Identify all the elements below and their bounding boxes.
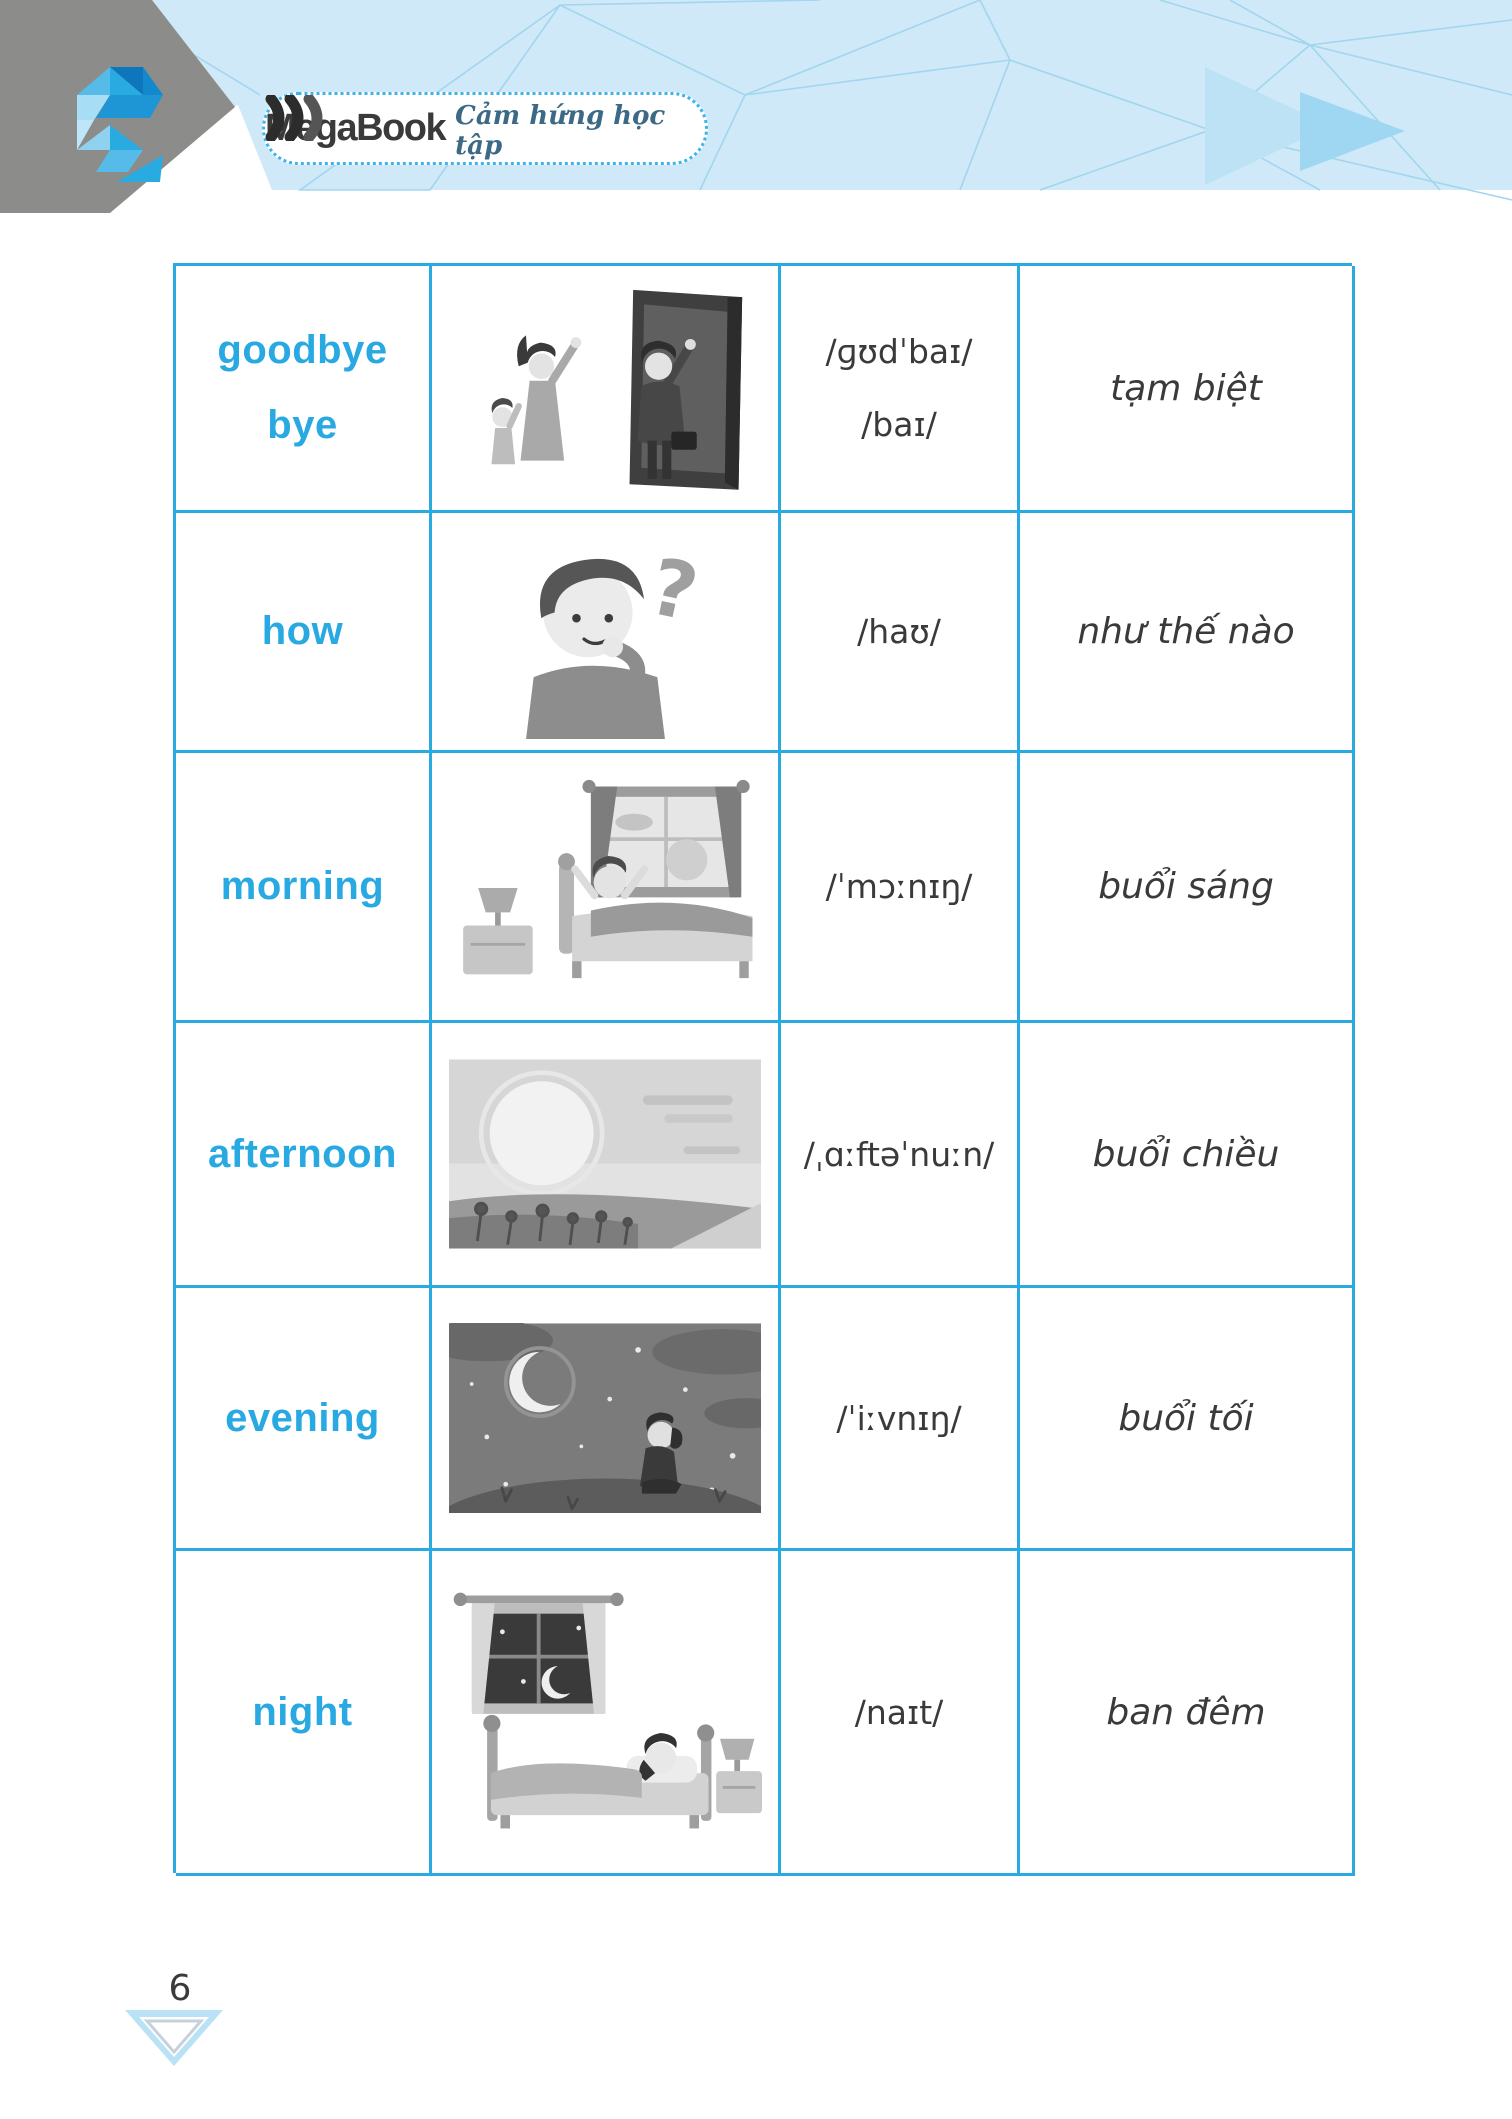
vocabulary-table <box>173 263 1352 1873</box>
brand-name: MegaBook <box>265 107 446 149</box>
illustration-cell <box>432 1023 781 1288</box>
word-cell <box>176 513 432 753</box>
girl-sleeping-illustration <box>445 1586 765 1838</box>
family-waving-goodbye-illustration <box>455 279 755 497</box>
word-cell <box>176 1023 432 1288</box>
word-cell <box>176 266 432 513</box>
illustration-cell <box>432 1551 781 1876</box>
ipa-text: /baɪ/ <box>861 405 937 444</box>
ipa-text: /ɡʊdˈbaɪ/ <box>825 332 973 371</box>
page-number: 6 <box>168 1968 192 2009</box>
word-cell <box>176 1288 432 1551</box>
meaning-text: ban đêm <box>1106 1691 1266 1733</box>
ipa-cell <box>781 1288 1020 1551</box>
word-cell <box>176 753 432 1023</box>
boy-waking-up-illustration <box>450 777 760 997</box>
triple-chevron-icon <box>265 95 327 141</box>
meaning-text: tạm biệt <box>1110 367 1262 409</box>
meaning-text: buổi chiều <box>1092 1133 1280 1175</box>
ipa-text: /ˈmɔːnɪŋ/ <box>825 867 973 906</box>
meaning-cell <box>1020 1288 1355 1551</box>
word-label: bye <box>267 403 338 447</box>
meaning-cell <box>1020 1551 1355 1876</box>
word-label: morning <box>220 864 385 908</box>
svg-text:?: ? <box>642 541 706 639</box>
illustration-cell <box>432 1288 781 1551</box>
meaning-text: buổi tối <box>1118 1397 1254 1439</box>
meaning-cell <box>1020 1023 1355 1288</box>
ipa-cell <box>781 266 1020 513</box>
evening-moon-illustration <box>449 1323 761 1513</box>
meaning-text: như thế nào <box>1077 611 1295 652</box>
word-label: evening <box>225 1395 380 1440</box>
afternoon-landscape-illustration <box>449 1059 761 1249</box>
ipa-text: /ˈiːvnɪŋ/ <box>836 1398 962 1438</box>
meaning-text: buổi sáng <box>1098 866 1274 907</box>
illustration-cell <box>432 753 781 1023</box>
word-label: goodbye <box>217 328 388 372</box>
word-label: how <box>261 609 344 653</box>
boy-thinking-illustration <box>480 525 730 739</box>
brand-tagline: Cảm hứng học tập <box>455 100 666 161</box>
meaning-cell <box>1020 753 1355 1023</box>
ipa-text: /haʊ/ <box>857 612 941 651</box>
word-cell <box>176 1551 432 1876</box>
ipa-cell <box>781 1551 1020 1876</box>
illustration-cell <box>432 513 781 753</box>
megabook-logo <box>262 92 708 165</box>
page-header <box>0 0 1512 215</box>
header-background <box>0 0 1512 215</box>
ipa-text: /ˌɑːftəˈnuːn/ <box>803 1134 995 1174</box>
word-label: night <box>252 1689 353 1734</box>
meaning-cell <box>1020 513 1355 753</box>
word-label: afternoon <box>208 1131 397 1176</box>
ipa-cell <box>781 513 1020 753</box>
meaning-cell <box>1020 266 1355 513</box>
down-triangle-icon <box>123 2008 225 2068</box>
ipa-cell <box>781 753 1020 1023</box>
illustration-cell <box>432 266 781 513</box>
ipa-cell <box>781 1023 1020 1288</box>
ipa-text: /naɪt/ <box>854 1692 944 1732</box>
